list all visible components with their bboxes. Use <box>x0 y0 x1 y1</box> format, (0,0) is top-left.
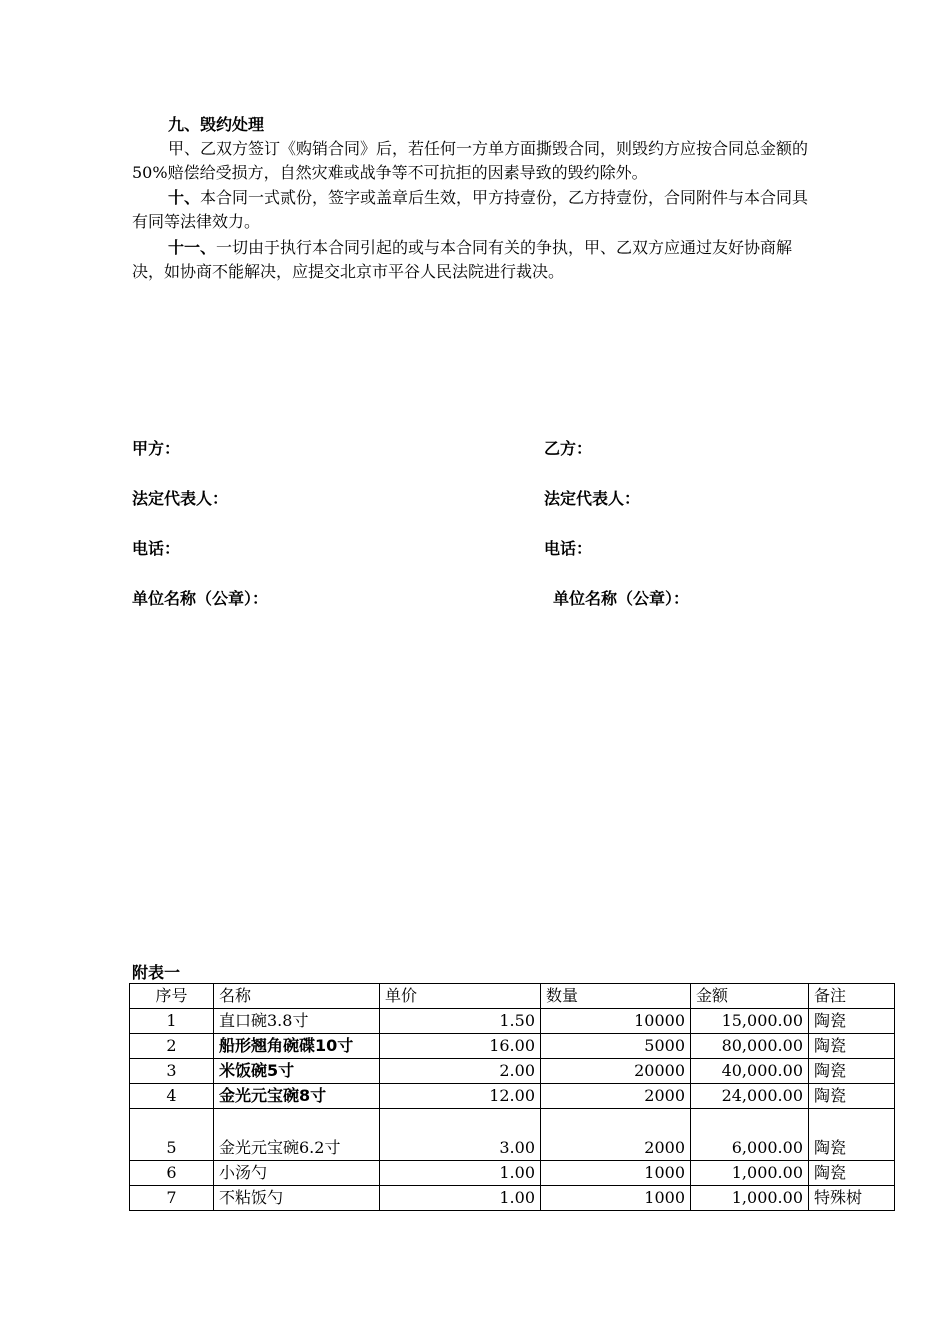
clause-eleven <box>132 236 820 284</box>
party-a-unit-seal-label: 单位名称（公章）： <box>132 589 269 608</box>
party-b-representative-label: 法定代表人： <box>544 489 641 508</box>
cell-amount: 1,000.00 <box>691 1186 809 1211</box>
cell-remark: 陶瓷 <box>809 1084 895 1109</box>
cell-quantity: 2000 <box>541 1109 691 1161</box>
table-row <box>130 1059 895 1084</box>
appendix-title: 附表一 <box>132 963 181 982</box>
cell-remark: 陶瓷 <box>809 1109 895 1161</box>
cell-index: 2 <box>130 1034 214 1059</box>
cell-remark: 陶瓷 <box>809 1059 895 1084</box>
header-index: 序号 <box>130 984 214 1009</box>
cell-remark: 陶瓷 <box>809 1161 895 1186</box>
cell-amount: 40,000.00 <box>691 1059 809 1084</box>
cell-quantity: 2000 <box>541 1084 691 1109</box>
cell-remark: 陶瓷 <box>809 1009 895 1034</box>
cell-unit-price: 16.00 <box>380 1034 541 1059</box>
cell-remark: 陶瓷 <box>809 1034 895 1059</box>
cell-amount: 24,000.00 <box>691 1084 809 1109</box>
cell-name: 直口碗3.8寸 <box>214 1009 380 1034</box>
cell-quantity: 5000 <box>541 1034 691 1059</box>
clause-ten-body: 本合同一式贰份，签字或盖章后生效，甲方持壹份，乙方持壹份，合同附件与本合同具有同等法律效力。 <box>132 188 809 231</box>
cell-name: 小汤勺 <box>214 1161 380 1186</box>
clause-nine-body: 甲、乙双方签订《购销合同》后，若任何一方单方面撕毁合同，则毁约方应按合同总金额的50%赔偿给受损方，自然灾难或战争等不可抗拒的因素导致的毁约除外。 <box>132 139 809 182</box>
cell-index: 6 <box>130 1161 214 1186</box>
clause-ten-number: 十、 <box>168 188 201 207</box>
table-row <box>130 1161 895 1186</box>
table-row <box>130 1186 895 1211</box>
header-quantity: 数量 <box>541 984 691 1009</box>
header-amount: 金额 <box>691 984 809 1009</box>
party-a-label: 甲方： <box>132 439 181 458</box>
cell-index: 7 <box>130 1186 214 1211</box>
cell-unit-price: 1.00 <box>380 1186 541 1211</box>
cell-unit-price: 12.00 <box>380 1084 541 1109</box>
appendix-table <box>129 983 895 1211</box>
cell-name: 米饭碗5寸 <box>214 1059 380 1084</box>
cell-amount: 1,000.00 <box>691 1161 809 1186</box>
table-row <box>130 1084 895 1109</box>
cell-unit-price: 2.00 <box>380 1059 541 1084</box>
cell-name: 金光元宝碗8寸 <box>214 1084 380 1109</box>
cell-remark: 特殊树 <box>809 1186 895 1211</box>
clause-ten <box>132 186 820 234</box>
table-row <box>130 1109 895 1161</box>
cell-index: 3 <box>130 1059 214 1084</box>
cell-quantity: 20000 <box>541 1059 691 1084</box>
cell-quantity: 1000 <box>541 1161 691 1186</box>
party-b-unit-seal-label: 单位名称（公章）： <box>553 589 690 608</box>
party-a-representative-label: 法定代表人： <box>132 489 229 508</box>
cell-unit-price: 1.50 <box>380 1009 541 1034</box>
cell-quantity: 1000 <box>541 1186 691 1211</box>
cell-index: 1 <box>130 1009 214 1034</box>
party-a-phone-label: 电话： <box>132 539 181 558</box>
clause-eleven-number: 十一、 <box>168 238 217 257</box>
cell-name: 金光元宝碗6.2寸 <box>214 1109 380 1161</box>
header-name: 名称 <box>214 984 380 1009</box>
cell-name: 不粘饭勺 <box>214 1186 380 1211</box>
cell-quantity: 10000 <box>541 1009 691 1034</box>
cell-unit-price: 3.00 <box>380 1109 541 1161</box>
header-unit-price: 单价 <box>380 984 541 1009</box>
clause-eleven-body: 一切由于执行本合同引起的或与本合同有关的争执，甲、乙双方应通过友好协商解决，如协商不能解决，应提交北京市平谷人民法院进行裁决。 <box>132 238 793 281</box>
party-b-phone-label: 电话： <box>544 539 593 558</box>
cell-index: 5 <box>130 1109 214 1161</box>
cell-unit-price: 1.00 <box>380 1161 541 1186</box>
table-row <box>130 1009 895 1034</box>
party-b-label: 乙方： <box>544 439 593 458</box>
table-header-row <box>130 984 895 1009</box>
table-row <box>130 1034 895 1059</box>
header-remark: 备注 <box>809 984 895 1009</box>
cell-index: 4 <box>130 1084 214 1109</box>
cell-name: 船形翘角碗碟10寸 <box>214 1034 380 1059</box>
cell-amount: 6,000.00 <box>691 1109 809 1161</box>
cell-amount: 80,000.00 <box>691 1034 809 1059</box>
cell-amount: 15,000.00 <box>691 1009 809 1034</box>
clause-nine-title: 九、毁约处理 <box>168 115 265 134</box>
